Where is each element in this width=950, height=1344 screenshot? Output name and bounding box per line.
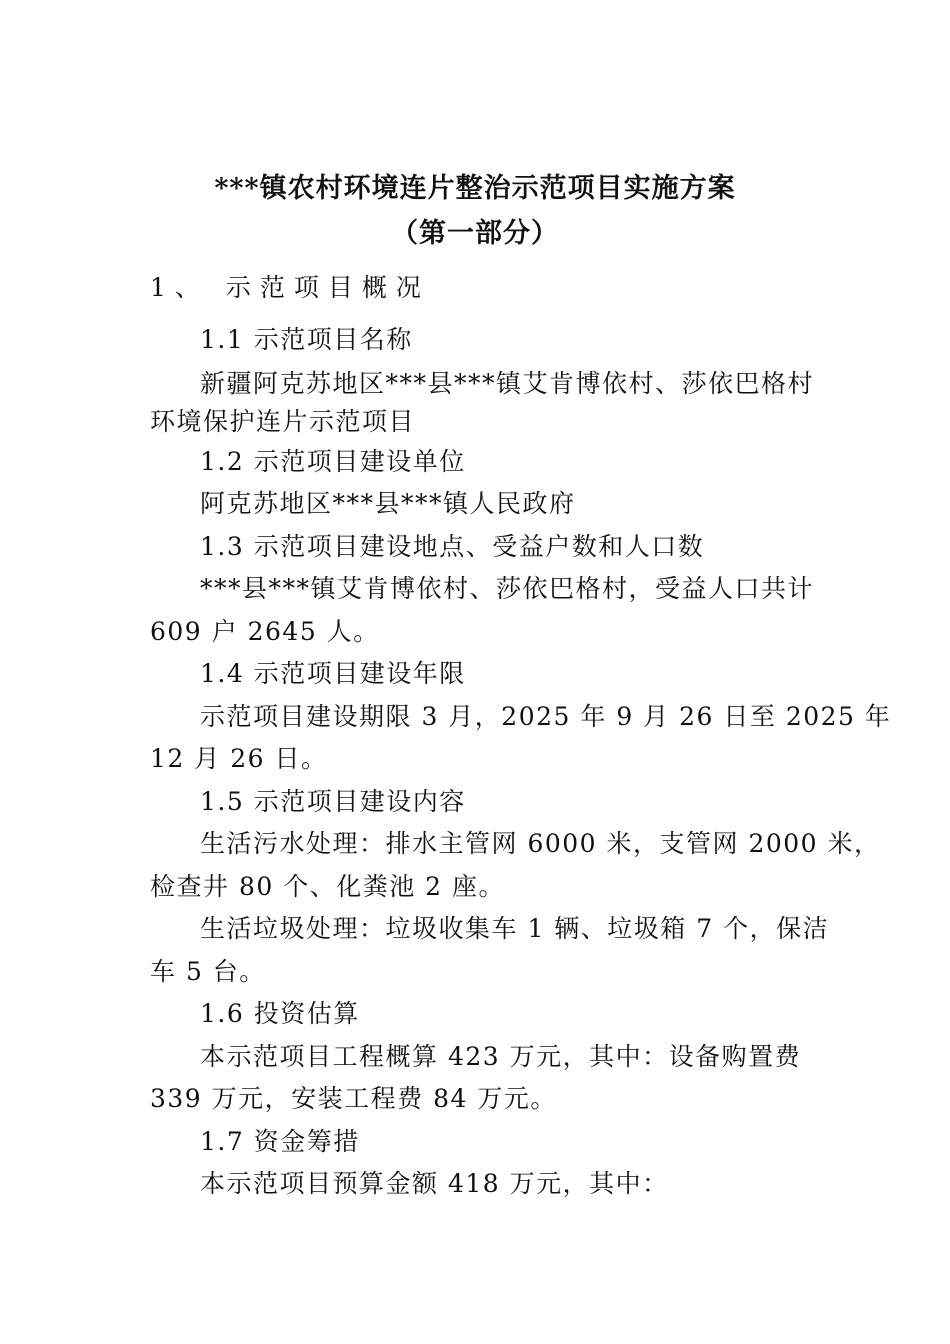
paragraph-line: 阿克苏地区***县***镇人民政府 [200,489,576,518]
paragraph-line: 609 户 2645 人。 [150,617,380,646]
subsection-heading-1-3: 1.3 示范项目建设地点、受益户数和人口数 [200,532,705,561]
paragraph-line: 环境保护连片示范项目 [150,407,416,436]
document-subtitle: （第一部分） [391,218,559,249]
subsection-heading-1-2: 1.2 示范项目建设单位 [200,447,466,476]
paragraph-line: 示范项目建设期限 3 月，2025 年 9 月 26 日至 2025 年 [200,702,892,731]
paragraph-line: 车 5 台。 [150,957,266,986]
paragraph-line: 生活垃圾处理：垃圾收集车 1 辆、垃圾箱 7 个，保洁 [200,914,830,943]
paragraph-line: 本示范项目预算金额 418 万元，其中： [200,1169,669,1198]
section-heading-1: 1、 示范项目概况 [150,273,430,302]
paragraph-line: 339 万元，安装工程费 84 万元。 [150,1084,557,1113]
paragraph-line: 检查井 80 个、化粪池 2 座。 [150,872,506,901]
paragraph-line: 12 月 26 日。 [150,744,328,773]
subsection-heading-1-7: 1.7 资金筹措 [200,1127,360,1156]
subsection-heading-1-6: 1.6 投资估算 [200,999,360,1028]
subsection-heading-1-1: 1.1 示范项目名称 [200,325,413,354]
subsection-heading-1-4: 1.4 示范项目建设年限 [200,659,466,688]
document-title: ***镇农村环境连片整治示范项目实施方案 [214,173,736,204]
paragraph-line: 生活污水处理：排水主管网 6000 米，支管网 2000 米， [200,829,881,858]
paragraph-line: 新疆阿克苏地区***县***镇艾肯博依村、莎依巴格村 [200,369,815,398]
subsection-heading-1-5: 1.5 示范项目建设内容 [200,787,466,816]
paragraph-line: 本示范项目工程概算 423 万元，其中：设备购置费 [200,1042,802,1071]
paragraph-line: ***县***镇艾肯博依村、莎依巴格村，受益人口共计 [200,574,815,603]
